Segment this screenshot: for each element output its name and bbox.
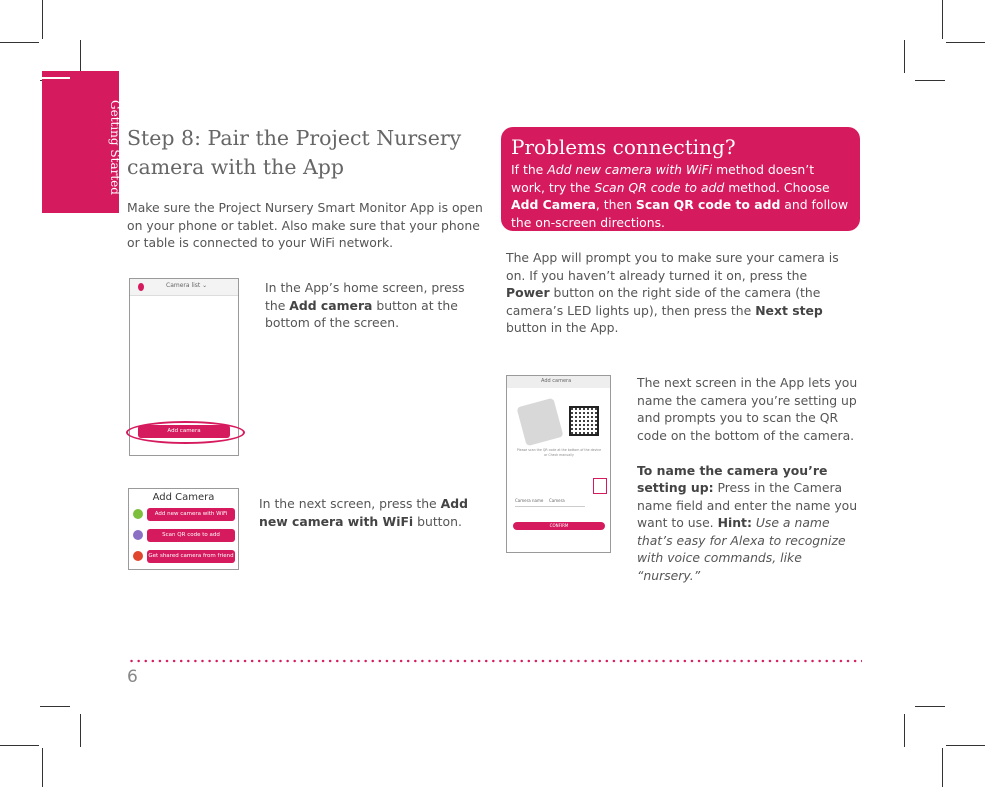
next-screen-text: In the next screen, press the Add new camera with WiFi button. bbox=[259, 496, 468, 529]
home-screen-text: In the App’s home screen, press the Add camera button at the bottom of the screen. bbox=[265, 280, 465, 330]
add-camera-title: Add Camera bbox=[152, 492, 215, 503]
problems-callout bbox=[501, 127, 860, 231]
section-tab-label: Getting Started bbox=[108, 100, 122, 195]
intro-text: Make sure the Project Nursery Smart Monitor App is open on your phone or tablet. Also make sure that your phone or table is connected to your WiFi network. bbox=[127, 200, 483, 250]
problems-title: Problems connecting? bbox=[511, 135, 736, 159]
camera-name-label: Camera name bbox=[515, 498, 544, 503]
app-logo-icon bbox=[138, 283, 144, 291]
crop-mark bbox=[80, 40, 81, 73]
dotted-divider bbox=[128, 659, 862, 663]
add-camera-button[interactable]: Add camera bbox=[138, 425, 230, 438]
add-new-camera-wifi-option[interactable]: Add new camera with WiFi bbox=[147, 508, 235, 521]
crop-mark bbox=[40, 706, 70, 707]
crop-mark bbox=[904, 40, 905, 73]
phone-header-bar bbox=[130, 279, 238, 296]
page-number: 6 bbox=[127, 667, 138, 687]
phone-name-camera-screenshot bbox=[506, 375, 611, 553]
camera-name-field[interactable] bbox=[515, 497, 585, 507]
header-title: Add camera bbox=[541, 378, 572, 384]
crop-mark bbox=[942, 0, 943, 39]
crop-mark bbox=[942, 748, 943, 787]
name-screen-text: The next screen in the App lets you name the camera you’re setting up and prompts you to scan the QR code on the bottom of the camera. To name the camera you’re setting up: Press in the Camera name field and enter the name you want to use. Hint: Use a name that’s easy for Alexa to recognize with voice commands, like “nursery.” bbox=[637, 375, 858, 583]
crop-mark bbox=[42, 748, 43, 787]
qr-code-image bbox=[569, 406, 599, 436]
get-shared-camera-option[interactable]: Get shared camera from friend bbox=[147, 550, 235, 563]
problems-text: If the Add new camera with WiFi method doesn’t work, try the Scan QR code to add method. Choose Add Camera, then Scan QR code to add and follow the on-screen directions. bbox=[511, 162, 849, 230]
crop-mark bbox=[80, 714, 81, 747]
scan-box bbox=[593, 478, 607, 494]
crop-mark bbox=[904, 714, 905, 747]
confirm-button[interactable]: CONFIRM bbox=[513, 522, 605, 530]
scan-qr-code-option[interactable]: Scan QR code to add bbox=[147, 529, 235, 542]
scan-caption: Please scan the QR code at the bottom of the device or Check manually bbox=[516, 448, 602, 457]
wifi-icon bbox=[133, 509, 143, 519]
crop-mark bbox=[915, 80, 945, 81]
crop-mark bbox=[915, 706, 945, 707]
crop-mark bbox=[946, 42, 985, 43]
prompt-text: The App will prompt you to make sure your camera is on. If you haven’t already turned it on, press the Power button on the right side of the camera (the camera’s LED lights up), then press the Next step button in the App. bbox=[506, 250, 839, 335]
shared-camera-icon bbox=[133, 551, 143, 561]
phone-add-camera-screenshot bbox=[128, 488, 239, 570]
tab-divider bbox=[42, 77, 70, 79]
crop-mark bbox=[946, 745, 985, 746]
camera-device-image bbox=[516, 398, 563, 446]
crop-mark bbox=[0, 42, 39, 43]
camera-list-label: Camera list ⌄ bbox=[166, 282, 208, 289]
camera-name-value: Camera bbox=[549, 498, 565, 503]
phone-header-bar bbox=[507, 376, 610, 388]
qr-code-icon bbox=[133, 530, 143, 540]
crop-mark bbox=[42, 0, 43, 39]
highlight-ring bbox=[126, 421, 245, 444]
crop-mark bbox=[0, 745, 39, 746]
step-title: Step 8: Pair the Project Nursery camera with the App bbox=[127, 126, 462, 179]
